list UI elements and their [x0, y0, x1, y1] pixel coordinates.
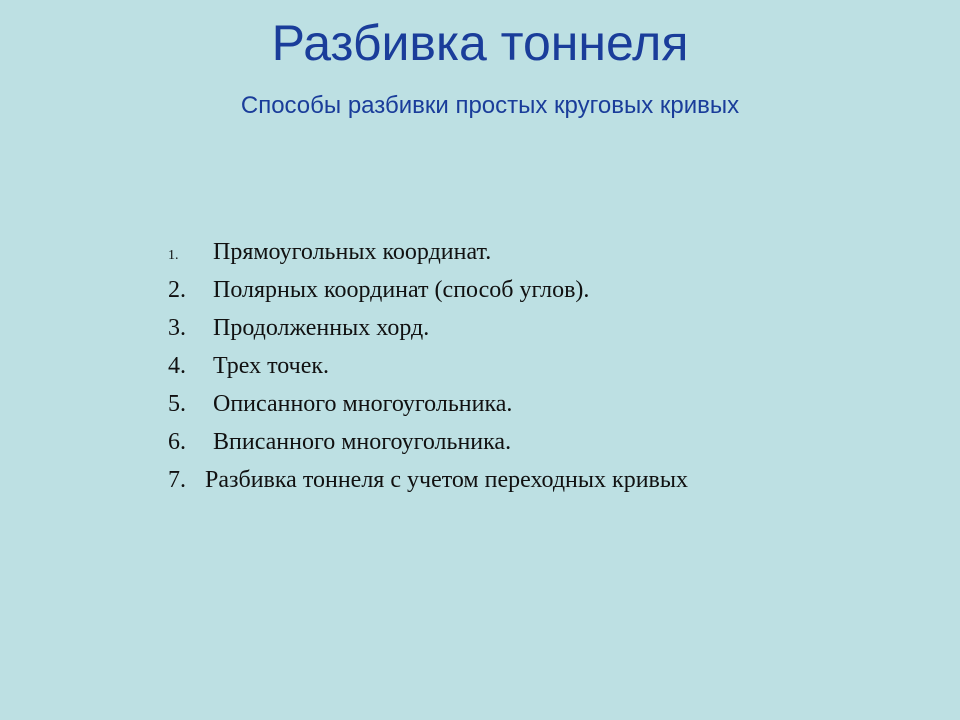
list-item-text: Трех точек.	[213, 353, 330, 379]
methods-list	[168, 233, 688, 499]
list-item-text: Прямоугольных координат.	[213, 239, 492, 265]
list-item-text: Полярных координат (способ углов).	[213, 277, 590, 303]
list-item	[168, 233, 688, 271]
list-item	[168, 271, 688, 309]
list-item-number: 3.	[168, 315, 186, 341]
list-item-number: 6.	[168, 429, 186, 455]
list-item	[168, 461, 688, 499]
list-item-number: 4.	[168, 353, 186, 379]
list-item-number: 7.	[168, 467, 186, 493]
list-item-number: 2.	[168, 277, 186, 303]
list-item-number: 1.	[168, 248, 179, 263]
list-item	[168, 385, 688, 423]
list-item-text: Описанного многоугольника.	[213, 391, 513, 417]
list-item	[168, 347, 688, 385]
list-item	[168, 309, 688, 347]
slide-subtitle: Способы разбивки простых круговых кривых	[240, 92, 740, 119]
list-item-text: Разбивка тоннеля с учетом переходных кривых	[205, 467, 688, 493]
list-item-text: Продолженных хорд.	[213, 315, 430, 341]
list-item-number: 5.	[168, 391, 186, 417]
list-item	[168, 423, 688, 461]
list-item-text: Вписанного многоугольника.	[213, 429, 512, 455]
slide-title: Разбивка тоннеля	[271, 15, 689, 71]
